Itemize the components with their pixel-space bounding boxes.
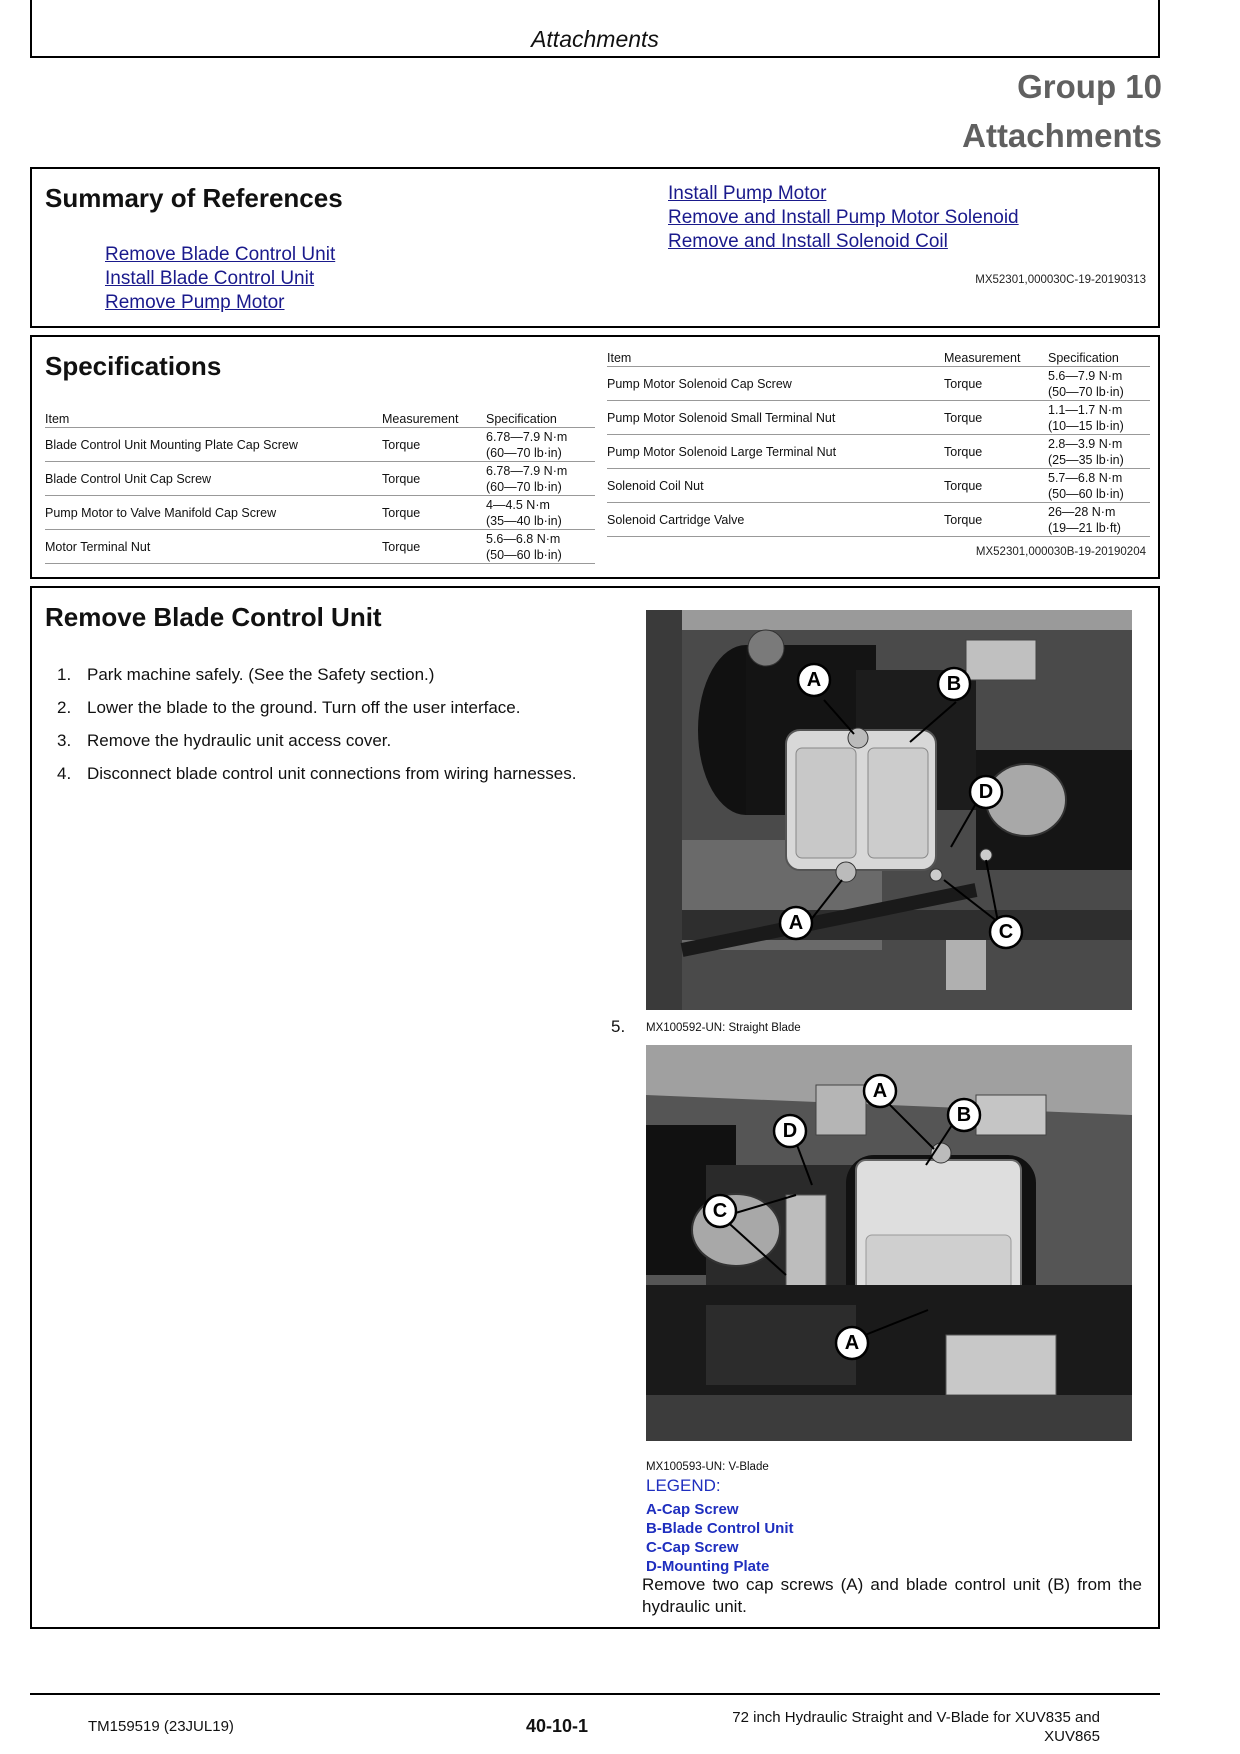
table-row	[607, 367, 1150, 401]
legend-item-d: D-Mounting Plate	[646, 1558, 770, 1575]
spec-table-left	[45, 410, 595, 564]
spec-value: 4—4.5 N·m (35—40 lb·in)	[486, 496, 595, 530]
spec-measurement: Torque	[944, 503, 1048, 537]
link-remove-blade-control-unit[interactable]: Remove Blade Control Unit	[105, 244, 336, 265]
spec-table-header	[45, 410, 595, 428]
svg-text:B: B	[956, 1104, 972, 1126]
callout-b	[948, 1099, 980, 1131]
svg-text:D: D	[782, 1120, 798, 1142]
spec-item: Pump Motor Solenoid Large Terminal Nut	[607, 435, 944, 469]
spec-measurement: Torque	[382, 428, 486, 462]
procedure-steps	[45, 664, 585, 796]
summary-title: Summary of References	[45, 183, 343, 213]
legend-item-c: C-Cap Screw	[646, 1539, 739, 1556]
callout-a-top	[798, 664, 830, 696]
table-row	[45, 530, 595, 564]
col-item: Item	[607, 349, 944, 367]
callout-a-bottom	[836, 1327, 868, 1359]
table-row	[45, 462, 595, 496]
spec-measurement: Torque	[382, 496, 486, 530]
group-name: Attachments	[962, 117, 1162, 154]
spec-item: Motor Terminal Nut	[45, 530, 382, 564]
link-remove-pump-motor[interactable]: Remove Pump Motor	[105, 292, 285, 313]
spec-item: Pump Motor Solenoid Cap Screw	[607, 367, 944, 401]
remove-blade-control-unit-box	[30, 586, 1160, 1629]
step-2: 2. Lower the blade to the ground. Turn off the user interface.	[57, 698, 521, 717]
legend-item-b: B-Blade Control Unit	[646, 1520, 794, 1537]
step-4: 4. Disconnect blade control unit connections from wiring harnesses.	[57, 764, 577, 783]
spec-measurement: Torque	[944, 401, 1048, 435]
summary-of-references-box	[30, 167, 1160, 328]
svg-text:A: A	[872, 1080, 888, 1102]
legend-title: LEGEND:	[646, 1476, 721, 1495]
col-item: Item	[45, 410, 382, 428]
callout-b	[938, 668, 970, 700]
callout-a-top	[864, 1075, 896, 1107]
figure-straight-blade-caption: MX100592-UN: Straight Blade	[646, 1022, 801, 1034]
section-header: Attachments	[531, 26, 659, 52]
group-number: Group 10	[1017, 68, 1162, 105]
figure-v-blade	[646, 1045, 1132, 1441]
svg-text:C: C	[712, 1200, 728, 1222]
legend-list	[646, 1500, 794, 1576]
spec-item: Pump Motor to Valve Manifold Cap Screw	[45, 496, 382, 530]
table-row	[607, 401, 1150, 435]
step-5-number: 5.	[611, 1017, 626, 1036]
svg-text:A: A	[788, 912, 804, 934]
table-row	[607, 435, 1150, 469]
link-remove-install-solenoid-coil[interactable]: Remove and Install Solenoid Coil	[668, 231, 948, 252]
link-install-blade-control-unit[interactable]: Install Blade Control Unit	[105, 268, 315, 289]
specifications-title: Specifications	[45, 351, 222, 381]
col-measurement: Measurement	[382, 410, 486, 428]
specifications-doc-id: MX52301,000030B-19-20190204	[975, 546, 1146, 558]
figure-v-blade-caption: MX100593-UN: V-Blade	[646, 1461, 769, 1473]
spec-value: 5.7—6.8 N·m (50—60 lb·in)	[1048, 469, 1150, 503]
callout-d	[970, 776, 1002, 808]
svg-text:B: B	[946, 673, 962, 695]
table-row	[45, 496, 595, 530]
spec-measurement: Torque	[944, 367, 1048, 401]
link-install-pump-motor[interactable]: Install Pump Motor	[668, 183, 827, 204]
col-measurement: Measurement	[944, 349, 1048, 367]
spec-measurement: Torque	[382, 462, 486, 496]
footer-rule	[30, 1693, 1160, 1695]
page-number: 40-10-1	[526, 1716, 589, 1736]
callout-d	[774, 1115, 806, 1147]
summary-right-links	[668, 182, 1019, 254]
spec-item: Pump Motor Solenoid Small Terminal Nut	[607, 401, 944, 435]
figure-straight-blade	[646, 610, 1132, 1010]
step-1: 1. Park machine safely. (See the Safety section.)	[57, 665, 435, 684]
spec-item: Solenoid Coil Nut	[607, 469, 944, 503]
svg-text:A: A	[806, 669, 822, 691]
specifications-box	[30, 335, 1160, 579]
table-row	[45, 428, 595, 462]
spec-item: Blade Control Unit Mounting Plate Cap Screw	[45, 428, 382, 462]
spec-value: 5.6—6.8 N·m (50—60 lb·in)	[486, 530, 595, 564]
spec-table-header	[607, 349, 1150, 367]
col-specification: Specification	[1048, 349, 1150, 367]
link-remove-install-pump-motor-solenoid[interactable]: Remove and Install Pump Motor Solenoid	[668, 207, 1019, 228]
spec-value: 5.6—7.9 N·m (50—70 lb·in)	[1048, 367, 1150, 401]
step-3: 3. Remove the hydraulic unit access cover.	[57, 731, 392, 750]
spec-value: 6.78—7.9 N·m (60—70 lb·in)	[486, 462, 595, 496]
spec-value: 6.78—7.9 N·m (60—70 lb·in)	[486, 428, 595, 462]
callout-a-bottom	[780, 907, 812, 939]
spec-measurement: Torque	[944, 435, 1048, 469]
col-specification: Specification	[486, 410, 595, 428]
table-row	[607, 503, 1150, 537]
spec-value: 26—28 N·m (19—21 lb·ft)	[1048, 503, 1150, 537]
spec-item: Blade Control Unit Cap Screw	[45, 462, 382, 496]
spec-value: 1.1—1.7 N·m (10—15 lb·in)	[1048, 401, 1150, 435]
legend-item-a: A-Cap Screw	[646, 1501, 739, 1518]
spec-value: 2.8—3.9 N·m (25—35 lb·in)	[1048, 435, 1150, 469]
svg-text:A: A	[844, 1332, 860, 1354]
svg-text:C: C	[998, 921, 1014, 943]
footer-doc-number: TM159519 (23JUL19)	[88, 1718, 234, 1735]
spec-measurement: Torque	[944, 469, 1048, 503]
spec-item: Solenoid Cartridge Valve	[607, 503, 944, 537]
table-row	[607, 469, 1150, 503]
svg-text:D: D	[978, 781, 994, 803]
step-5-text: Remove two cap screws (A) and blade control unit (B) from the hydraulic unit.	[642, 1575, 1142, 1616]
spec-table-right	[607, 349, 1150, 537]
procedure-title: Remove Blade Control Unit	[45, 602, 382, 632]
footer-title: 72 inch Hydraulic Straight and V-Blade for XUV835 and XUV865	[732, 1709, 1100, 1745]
spec-measurement: Torque	[382, 530, 486, 564]
callout-c	[704, 1195, 736, 1227]
summary-doc-id: MX52301,000030C-19-20190313	[975, 274, 1146, 286]
summary-left-links	[105, 243, 335, 315]
callout-c	[990, 916, 1022, 948]
